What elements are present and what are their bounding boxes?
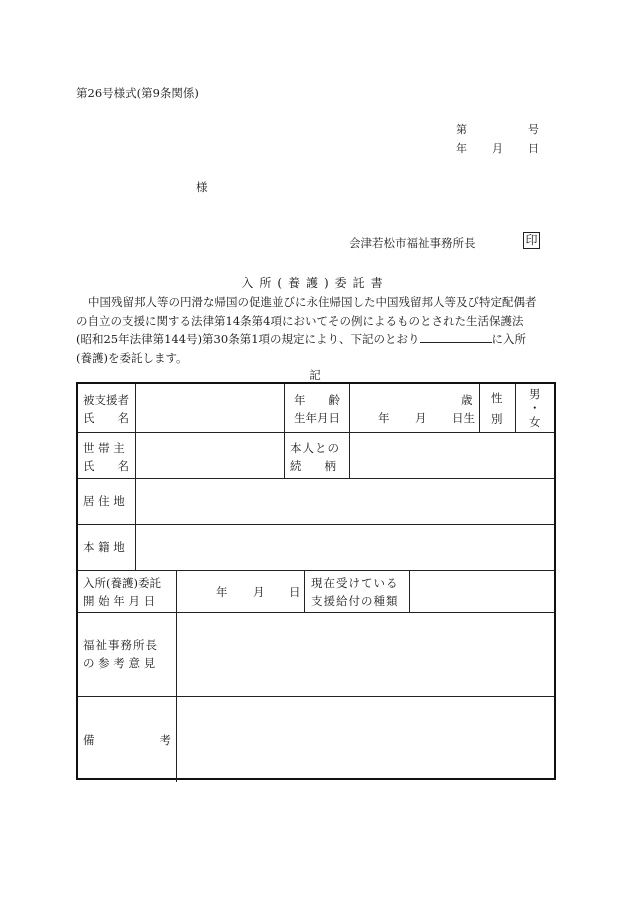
document-title	[0, 274, 630, 291]
start-month: 月	[253, 585, 265, 599]
age-birthdate-label: 年 齢 生年月日	[294, 393, 340, 425]
ki-heading: 記	[309, 368, 321, 382]
form-number-label: 第26号様式(第9条関係)	[76, 86, 199, 100]
addressee-suffix: 様	[196, 180, 208, 194]
date-day: 日	[528, 142, 539, 155]
body-line-1: 中国残留邦人等の円滑な帰国の促進並びに永住帰国した中国残留邦人等及び特定配偶者	[88, 295, 537, 309]
sex-options	[529, 387, 541, 429]
birth-year: 年	[378, 411, 390, 425]
body-text	[76, 293, 556, 367]
residence-label: 居 住 地	[83, 494, 125, 508]
body-line-3	[76, 330, 556, 349]
body-line-3-after: に入所	[491, 332, 527, 346]
sex-female-option: 女	[529, 415, 541, 429]
birth-day: 日生	[452, 411, 475, 425]
sex-label: 性 別	[491, 391, 503, 426]
entrustment-form-table	[76, 382, 556, 780]
number-dai: 第	[456, 123, 467, 136]
body-line-2: の自立の支援に関する法律第14条第4項においてその例によるものとされた生活保護法	[76, 313, 524, 328]
number-go: 号	[528, 123, 539, 136]
sex-male-option: 男	[529, 387, 541, 401]
householder-name-label: 世 帯 主 氏 名	[83, 441, 129, 473]
remarks-label: 備 考	[83, 733, 171, 747]
sex-separator: ・	[529, 401, 541, 415]
age-unit: 歳	[461, 393, 473, 407]
seal-mark: 印	[523, 232, 540, 249]
date-year: 年	[456, 142, 467, 155]
start-day: 日	[289, 585, 301, 599]
body-line-4: (養護)を委託します。	[76, 350, 188, 365]
facility-blank	[420, 331, 492, 343]
relationship-label: 本人との 続 柄	[290, 441, 340, 473]
director-opinion-label: 福祉事務所長 の 参 考 意 見	[83, 638, 158, 670]
birth-month: 月	[415, 411, 427, 425]
body-line-3-before: (昭和25年法律第144号)第30条第1項の規定により、下記のとおり	[76, 332, 420, 346]
start-year: 年	[216, 585, 228, 599]
entrustment-start-label: 入所(養護)委託 開 始 年 月 日	[83, 576, 161, 608]
current-aid-type-label: 現在受けている 支援給付の種類	[311, 576, 399, 608]
issuer-name: 会津若松市福祉事務所長	[349, 236, 476, 250]
document-title-text: 入所(養護)委託書	[241, 276, 389, 290]
recipient-name-label: 被支援者 氏 名	[83, 393, 129, 425]
date-month: 月	[492, 142, 503, 155]
domicile-label: 本 籍 地	[83, 540, 125, 554]
